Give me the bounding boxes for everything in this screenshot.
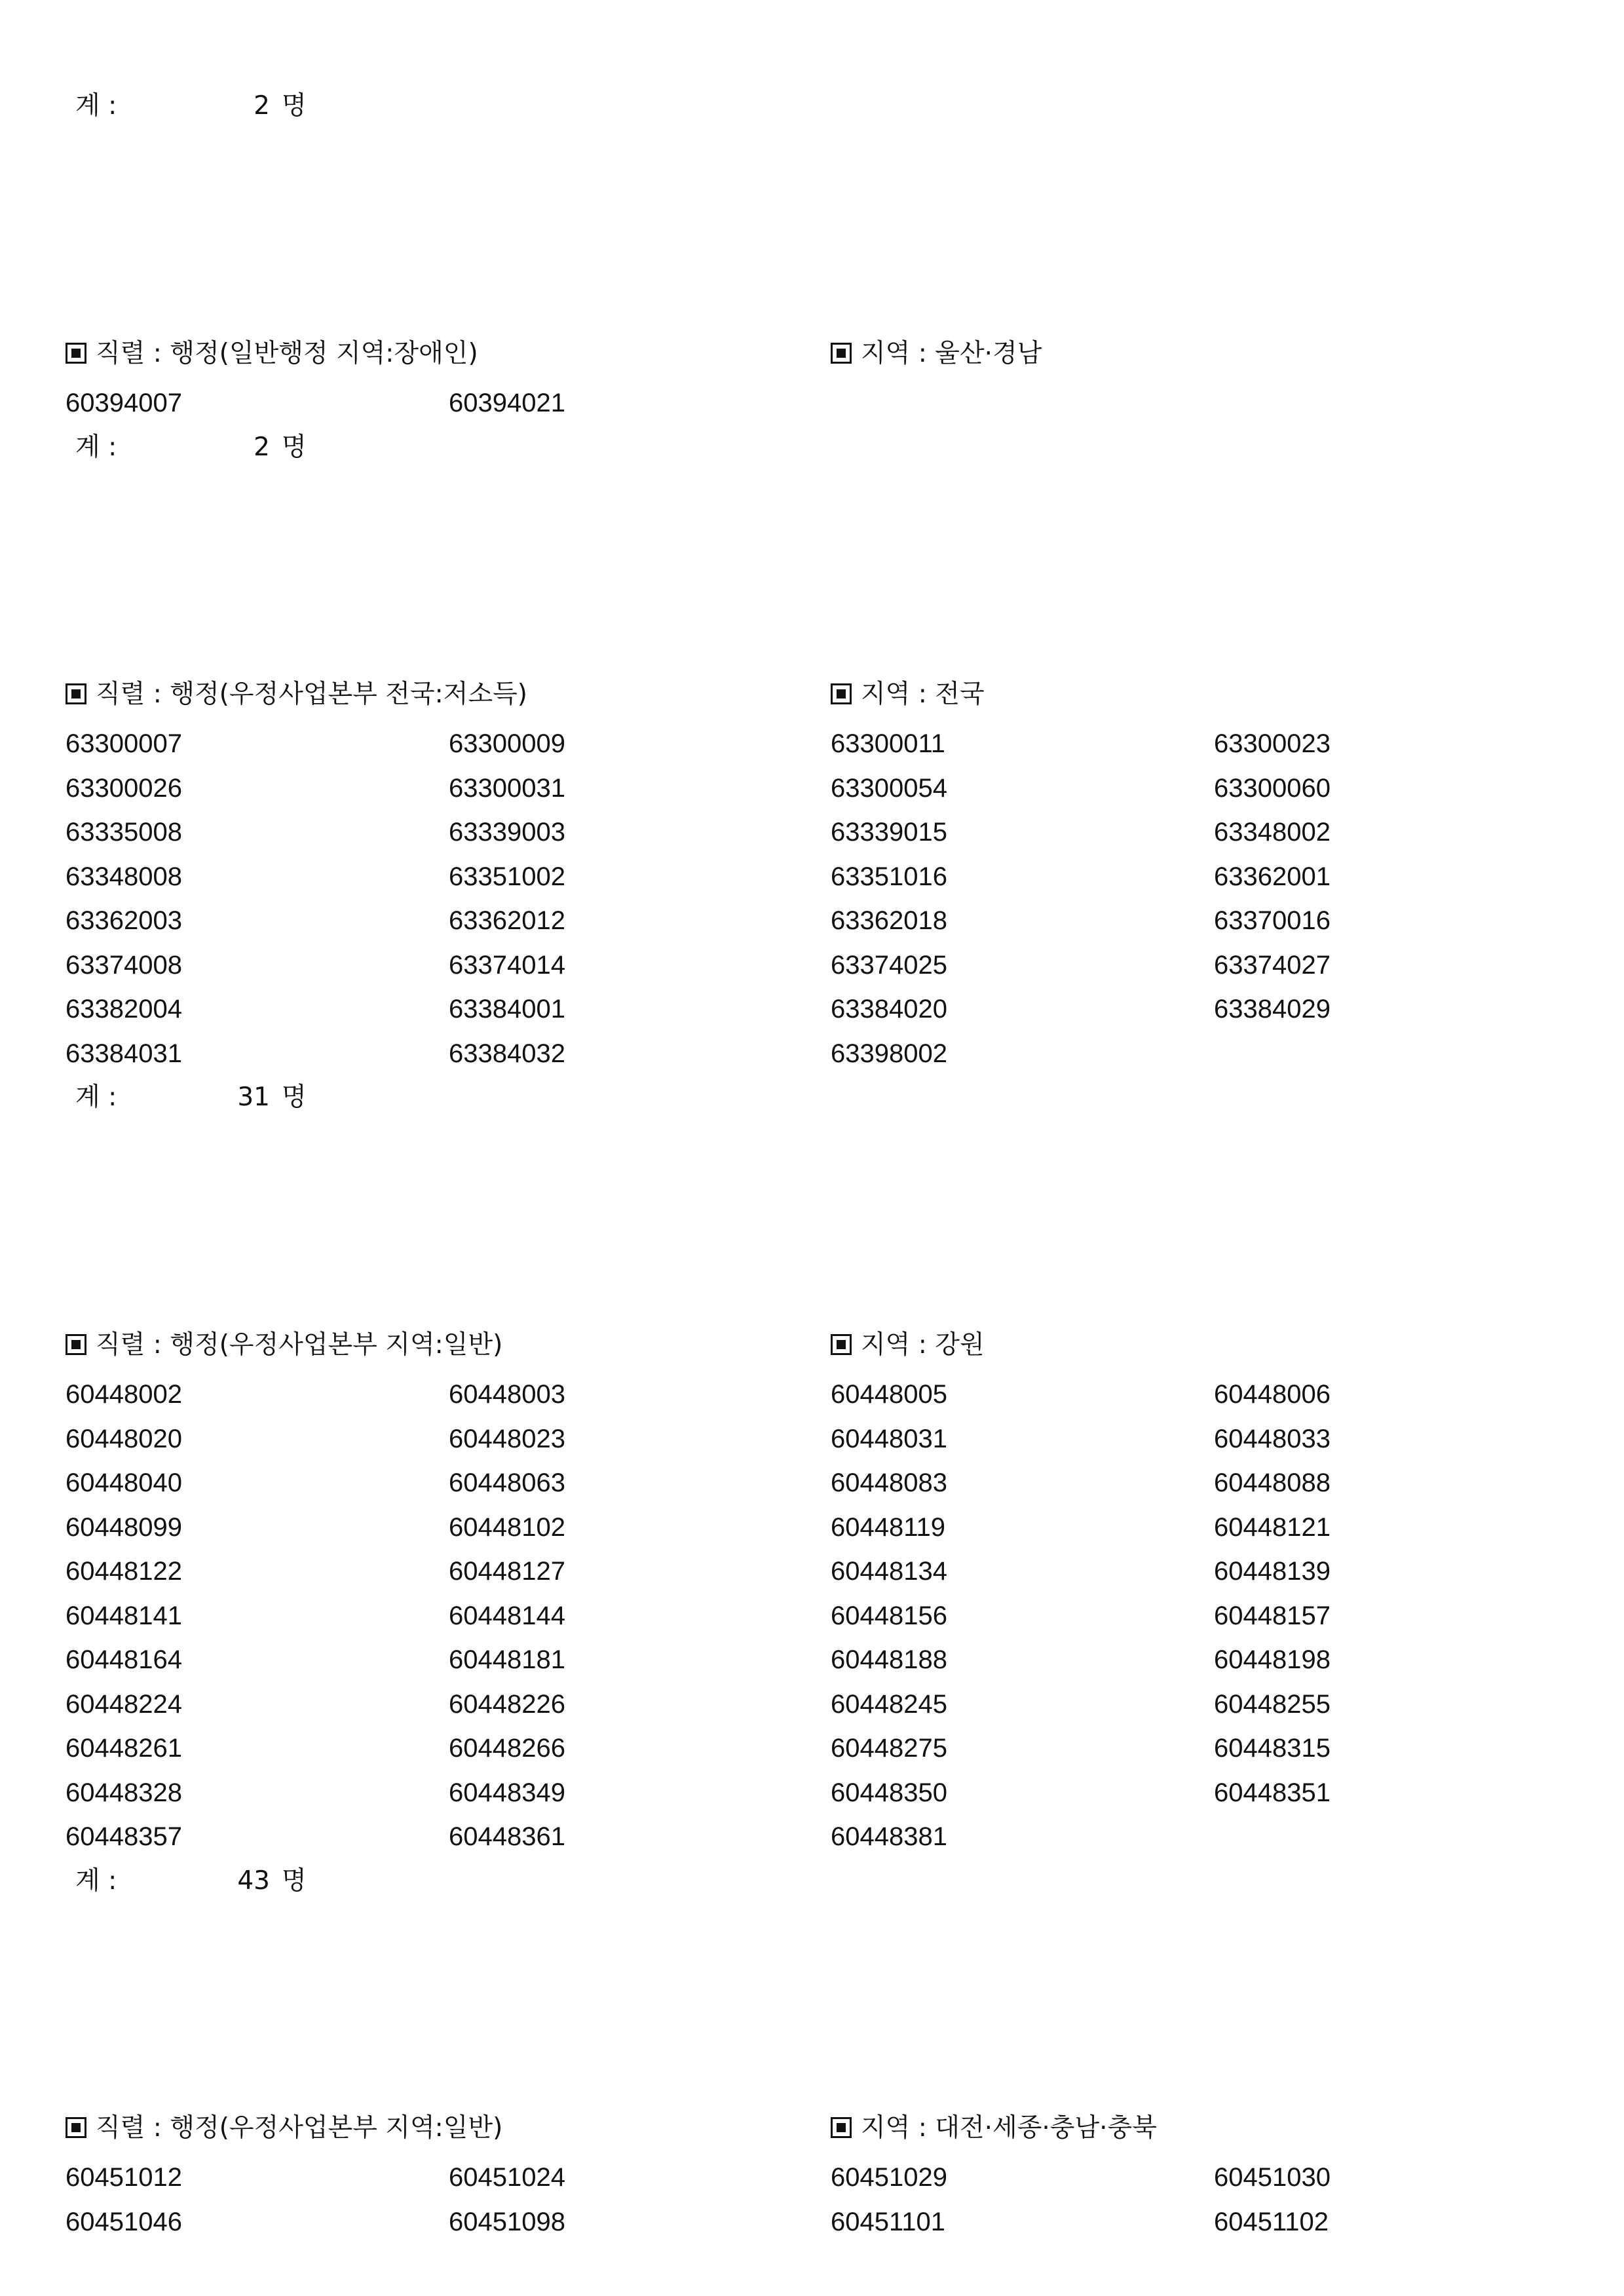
exam-number: 60448033 (1214, 1424, 1331, 1453)
exam-number: 60451101 (831, 2207, 945, 2236)
top-total-count: 2 (254, 91, 270, 121)
exam-number: 63300060 (1214, 773, 1331, 803)
section-square-icon (66, 683, 86, 704)
exam-number: 63374027 (1214, 950, 1331, 980)
exam-number: 60394007 (66, 389, 182, 417)
exam-number: 60448020 (66, 1424, 182, 1453)
section-total-count: 43 (237, 1866, 270, 1896)
region-label (831, 1332, 985, 1358)
exam-number: 60448006 (1214, 1380, 1331, 1409)
exam-number: 63362001 (1214, 862, 1331, 891)
region-label (831, 341, 1042, 366)
exam-number: 63300011 (831, 729, 945, 758)
section-square-icon (831, 1334, 852, 1355)
exam-number: 60448164 (66, 1645, 182, 1674)
exam-number: 63374008 (66, 950, 182, 980)
section-square-icon (66, 1334, 86, 1355)
exam-number: 60448119 (831, 1512, 945, 1542)
exam-number: 60448381 (831, 1822, 947, 1851)
exam-number: 60448328 (66, 1778, 182, 1807)
top-total-unit: 명 (282, 91, 307, 121)
series-label (66, 681, 527, 707)
series-label (66, 1332, 502, 1358)
region-label-text: 지역 : 울산·경남 (861, 339, 1042, 368)
exam-number: 60451024 (449, 2163, 565, 2192)
exam-number: 60448134 (831, 1557, 947, 1586)
exam-number: 60448139 (1214, 1557, 1331, 1586)
section-total-label: 계 : (75, 1866, 117, 1896)
exam-number: 63398002 (831, 1039, 947, 1068)
exam-number: 63382004 (66, 995, 182, 1024)
exam-number: 63300031 (449, 773, 565, 803)
exam-number: 60448245 (831, 1689, 947, 1719)
section-total-label: 계 : (75, 432, 117, 462)
exam-number: 63362018 (831, 906, 947, 935)
exam-number: 60448003 (449, 1380, 565, 1409)
exam-number: 60448188 (831, 1645, 947, 1674)
exam-number: 60448266 (449, 1734, 565, 1763)
exam-number: 63300054 (831, 773, 947, 803)
exam-number: 60448315 (1214, 1734, 1331, 1763)
exam-number: 63348008 (66, 862, 182, 891)
exam-number: 60451098 (449, 2207, 565, 2236)
exam-number: 60451029 (831, 2163, 947, 2192)
exam-number: 63300009 (449, 729, 565, 758)
exam-number: 60448357 (66, 1822, 182, 1851)
series-label-text: 직렬 : 행정(우정사업본부 지역:일반) (96, 1330, 503, 1360)
exam-number: 63370016 (1214, 906, 1331, 935)
exam-number: 60448031 (831, 1424, 947, 1453)
exam-number: 63384029 (1214, 995, 1331, 1024)
exam-number: 60448063 (449, 1468, 565, 1497)
exam-number: 63384031 (66, 1039, 182, 1068)
exam-number: 60448102 (449, 1512, 565, 1542)
exam-number: 60448351 (1214, 1778, 1331, 1807)
region-label (831, 2115, 1157, 2141)
exam-number: 63362003 (66, 906, 182, 935)
exam-number: 63335008 (66, 818, 182, 847)
section-square-icon (66, 343, 86, 364)
exam-number: 60448226 (449, 1689, 565, 1719)
exam-number: 60448141 (66, 1601, 182, 1630)
exam-number: 60448002 (66, 1380, 182, 1409)
exam-number: 63374025 (831, 950, 947, 980)
region-label-text: 지역 : 대전·세종·충남·충북 (861, 2113, 1157, 2143)
section-total-unit: 명 (282, 1866, 307, 1896)
exam-number: 60448157 (1214, 1601, 1331, 1630)
section-total-count: 31 (237, 1082, 270, 1112)
series-label-text: 직렬 : 행정(일반행정 지역:장애인) (96, 339, 478, 368)
exam-number: 60394021 (449, 389, 565, 417)
exam-number: 60448156 (831, 1601, 947, 1630)
exam-number: 63384032 (449, 1039, 565, 1068)
exam-number: 63348002 (1214, 818, 1331, 847)
exam-number: 60448275 (831, 1734, 947, 1763)
series-label (66, 341, 478, 366)
exam-number: 63362012 (449, 906, 565, 935)
region-label (831, 681, 985, 707)
exam-number: 60448122 (66, 1557, 182, 1586)
exam-number: 63300026 (66, 773, 182, 803)
exam-number: 63384001 (449, 995, 565, 1024)
exam-number: 60448121 (1214, 1512, 1331, 1542)
top-total-label: 계 : (75, 91, 117, 121)
exam-number: 60448350 (831, 1778, 947, 1807)
series-label-text: 직렬 : 행정(우정사업본부 전국:저소득) (96, 679, 528, 709)
exam-number: 60448181 (449, 1645, 565, 1674)
section-total-unit: 명 (282, 1082, 307, 1112)
exam-number: 60448361 (449, 1822, 565, 1851)
exam-number: 60448261 (66, 1734, 182, 1763)
exam-number: 63339015 (831, 818, 947, 847)
exam-number: 60448198 (1214, 1645, 1331, 1674)
section-total-label: 계 : (75, 1082, 117, 1112)
exam-number: 60448127 (449, 1557, 565, 1586)
section-square-icon (831, 2117, 852, 2138)
exam-number: 60451030 (1214, 2163, 1331, 2192)
section-square-icon (831, 343, 852, 364)
exam-number: 63384020 (831, 995, 947, 1024)
section-square-icon (831, 683, 852, 704)
exam-number: 63374014 (449, 950, 565, 980)
exam-number: 60448255 (1214, 1689, 1331, 1719)
section-square-icon (66, 2117, 86, 2138)
exam-number: 63339003 (449, 818, 565, 847)
exam-number: 60448224 (66, 1689, 182, 1719)
series-label (66, 2115, 502, 2141)
section-total-count: 2 (254, 432, 270, 462)
exam-number: 60451012 (66, 2163, 182, 2192)
exam-number: 60451102 (1214, 2207, 1329, 2236)
region-label-text: 지역 : 전국 (861, 679, 985, 709)
exam-number: 63300007 (66, 729, 182, 758)
exam-number: 60451046 (66, 2207, 182, 2236)
exam-number: 60448023 (449, 1424, 565, 1453)
exam-number: 60448040 (66, 1468, 182, 1497)
exam-number: 63300023 (1214, 729, 1331, 758)
exam-number: 63351016 (831, 862, 947, 891)
exam-number: 60448088 (1214, 1468, 1331, 1497)
section-total-unit: 명 (282, 432, 307, 462)
exam-number: 60448144 (449, 1601, 565, 1630)
region-label-text: 지역 : 강원 (861, 1330, 985, 1360)
exam-number: 60448099 (66, 1512, 182, 1542)
exam-number: 60448005 (831, 1380, 947, 1409)
series-label-text: 직렬 : 행정(우정사업본부 지역:일반) (96, 2113, 503, 2143)
exam-number: 60448349 (449, 1778, 565, 1807)
exam-number: 63351002 (449, 862, 565, 891)
exam-number: 60448083 (831, 1468, 947, 1497)
